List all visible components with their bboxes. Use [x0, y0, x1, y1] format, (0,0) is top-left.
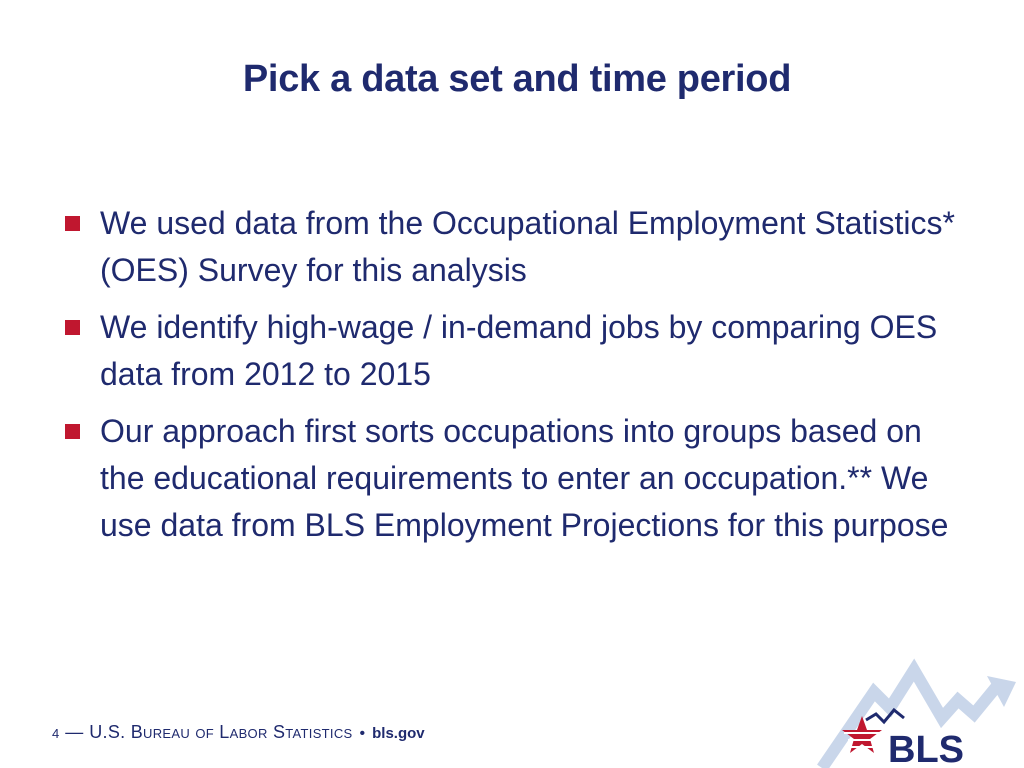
slide-title: Pick a data set and time period	[242, 58, 792, 100]
footer	[52, 722, 425, 744]
page-number: 4	[52, 726, 60, 741]
bullet-item	[62, 408, 962, 549]
bullet-text: We identify high-wage / in-demand jobs by comparing OES data from 2012 to 2015	[100, 309, 938, 392]
mini-trend-icon	[866, 710, 904, 722]
footer-bullet: •	[359, 725, 366, 742]
bls-logo	[812, 652, 1024, 768]
square-bullet-icon	[65, 424, 80, 439]
square-bullet-icon	[65, 320, 80, 335]
bullet-item	[62, 304, 962, 398]
bullet-text: Our approach first sorts occupations into groups based on the educational requirements to enter an occupation.** We use data from BLS Employment Projections for this purpose	[100, 413, 949, 543]
site-link[interactable]: bls.gov	[372, 725, 425, 742]
footer-separator: —	[65, 722, 84, 742]
bullet-list	[62, 200, 962, 559]
bullet-item	[62, 200, 962, 294]
square-bullet-icon	[65, 216, 80, 231]
bls-logo-text: BLS	[888, 729, 964, 768]
bullet-text: We used data from the Occupational Employment Statistics* (OES) Survey for this analysis	[100, 205, 955, 288]
agency-name: U.S. Bureau of Labor Statistics	[89, 722, 353, 742]
